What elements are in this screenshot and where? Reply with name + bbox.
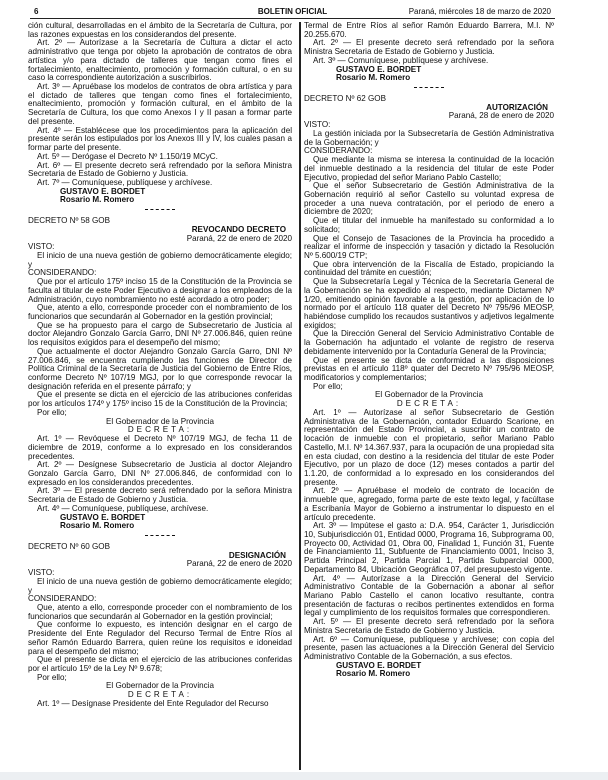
paragraph: Art. 1º — Revóquese el Decreto Nº 107/19 MGJ, de fecha 11 de diciembre de 2019, conforme a lo expresado en los considerandos precedentes. [28,434,292,461]
decree-title: AUTORIZACIÓN [486,102,548,112]
paragraph: CONSIDERANDO: [28,268,97,278]
decree-title: DESIGNACIÓN [228,550,286,560]
signature: GUSTAVO E. BORDET [60,186,146,196]
paragraph: Que el titular del inmueble ha manifestado su conformidad a lo solicitado; [304,216,554,234]
paragraph: Art. 1º — Desígnase Presidente del Ente Regulador del Recurso [37,698,269,708]
paragraph: Por ello; [37,672,67,682]
governor-heading: El Gobernador de la Provincia [375,390,483,400]
decree-title: REVOCANDO DECRETO [191,224,286,234]
left-column [28,22,292,709]
paragraph: VISTO: [28,242,55,252]
paragraph: Que el Consejo de Tasaciones de la Provincia ha procedido a realizar el informe de inspección y tasación y dictado la Resolución Nº 5.600/19 CTP; [304,233,554,260]
governor-heading: El Gobernador de la Provincia [106,681,214,691]
paragraph: Termal de Entre Ríos al señor Ramón Eduardo Barrera, M.I. Nº 20.255.670. [304,21,554,39]
separator [28,531,292,541]
paragraph: Que mediante la misma se interesa la continuidad de la locación del inmueble destinado a la residencia del titular de este Poder Ejecutivo, propiedad del señor Mariano Pablo Castello; [304,155,554,182]
governor-heading: El Gobernador de la Provincia [106,416,214,426]
decree-date: Paraná, 22 de enero de 2020 [186,233,292,243]
signature: Rosario M. Romero [60,521,135,531]
paragraph: Por ello; [37,407,67,417]
paragraph: ción cultural, desarrolladas en el ámbito de la Secretaría de Cultura, por las razones expuestas en los considerandos del presente. [28,21,292,39]
paragraph: El inicio de una nueva gestión de gobierno democráticamente elegido; y [28,250,292,269]
paragraph: Art. 1º — Autorízase al señor Subsecretario de Gestión Administrativa de la Gobernación, contador Eduardo Scarione, en representación del Estado Provincial, a suscribir un contrato de locación de inmueble con el propietario, señor Mariano Pablo Castello, M.I. Nº 14.367.937, para la ocupación de una propiedad sita en esta ciudad, con destino a la residencia del titular de este Poder Ejecutivo, por un plazo de doce (12) meses contados a partir del 1.1.20, de conformidad a lo expresado en los considerandos del presente. [304,407,554,487]
paragraph: Que el presente se dicta en el ejercicio de las atribuciones conferidas por los artículos 174º y 175º inciso 15 de la Constitución de la Provincia; [28,390,292,409]
paragraph: Que por el artículo 175º inciso 15 de la Constitución de la Provincia se faculta al titular de este Poder Ejecutivo a designar a los empleados de la Administración, cuyo nombramiento no esté acordado a otro poder; [28,277,292,304]
paragraph: Art. 6º — El presente decreto será refrendado por la señora Ministra Secretaria de Estado de Gobierno y Justicia. [28,160,292,179]
column-divider [299,22,301,770]
decree-date: Paraná, 28 de enero de 2020 [448,111,554,121]
paragraph: Art. 3º — El presente decreto será refrendado por la señora Ministra Secretaria de Estado de Gobierno y Justicia. [28,486,292,505]
paragraph: Art. 4º — Establécese que los procedimientos para la aplicación del presente serán los estipulados por los Anexos III y IV, los cuales pasan a formar parte del presente. [28,125,292,153]
viewer-bottom-bar [0,772,608,780]
paragraph: Que el presente se dicta en el ejercicio de las atribuciones conferidas por el artículo 15º de la Ley Nº 9.678; [28,655,292,674]
decreta-heading: DECRETA: [396,399,462,409]
paragraph: Que la Subsecretaría Legal y Técnica de la Secretaría General de la Gobernación se ha expedido al respecto, mediante Dictamen Nº 1/20, emitiendo opinión favorable a la gestión, por aplicación de lo normado por el artículo 118 quater del Decreto Nº 795/96 MEOSP, habiéndose cumplido los recaudos sustantivos y adjetivos legalmente exigidos; [304,277,554,330]
signature: GUSTAVO E. BORDET [60,512,146,522]
signature: Rosario M. Romero [336,669,411,679]
page-header [30,5,555,19]
paragraph: Art. 4º — Autorízase a la Dirección General del Servicio Administrativo Contable de la Gobernación a abonar al señor Mariano Pablo Castello el canon locativo resultante, contra presentación de facturas o recibos pertinentes extendidos en forma legal y cumplimiento de los requisitos formales que correspondieren. [304,573,554,618]
paragraph: Que, atento a ello, corresponde proceder con el nombramiento de los funcionarios que secundarán al Gobernador en la gestión provincial; [28,303,292,321]
paragraph: Que obra intervención de la Fiscalía de Estado, propiciando la continuidad del trámite en cuestión; [304,259,554,278]
signature: GUSTAVO E. BORDET [336,660,422,670]
paragraph: La gestión iniciada por la Subsecretaría de Gestión Administrativa de la Gobernación; y [304,128,554,147]
paragraph: CONSIDERANDO: [28,594,97,604]
paragraph: Art. 4º — Comuníquese, publíquese, archívese. [37,503,209,513]
separator [304,83,554,93]
paragraph: Art. 2º — El presente decreto será refrendado por la señora Ministra Secretaria de Estado de Gobierno y Justicia. [304,38,554,57]
paragraph: VISTO: [304,120,331,130]
paragraph: CONSIDERANDO: [304,146,373,156]
paragraph: VISTO: [28,568,55,578]
paragraph: Art. 6º — Comuníquese, publíquese y archívese; con copia del presente, pasen las actuaciones a la Dirección General del Servicio Administrativo Contable de la Gobernación, a sus efectos. [304,634,554,662]
paragraph: Art. 5º — Derógase el Decreto Nº 1.150/19 MCyC. [37,151,218,161]
decree-number: DECRETO Nº 62 GOB [304,94,386,104]
paragraph: Que actualmente el doctor Alejandro Gonzalo García Garro, DNI Nº 27.006.846, se encuentra cumpliendo las funciones de Director de Política Criminal de la Secretaría de Justicia del Gobierno de Entre Ríos, conforme Decreto Nº 107/19 MGJ, por lo que corresponde revocar la designación referida en el presente párrafo; y [28,346,292,391]
paragraph: Art. 3º — Apruébase los modelos de contratos de obra artística y para el dictado de talleres que tengan como fines el fortalecimiento, enaltecimiento, promoción y formación cultural, en el ámbito de la Secretaría de Cultura, los que como Anexos I y II pasan a formar parte del presente. [28,82,292,126]
decreta-heading: DECRETA: [127,425,193,435]
paragraph: Que la Dirección General del Servicio Administrativo Contable de la Gobernación ha adjuntado el volante de registro de reserva debidamente intervenido por la Contaduría General de la Provincia; [304,329,554,356]
paragraph: Art. 2º — Desígnese Subsecretario de Justicia al doctor Alejandro Gonzalo García Garro, DNI Nº 27.006.846, de conformidad con lo expresado en los considerandos precedentes. [28,460,292,487]
paragraph: Que el presente se dicta de conformidad a las disposiciones previstas en el artículo 118º quater del Decreto Nº 795/96 MEOSP, modificatorios y complementarios; [304,355,554,383]
paragraph: Que conforme lo expuesto, es intención designar en el cargo de Presidente del Ente Regulador del Recurso Termal de Entre Ríos al señor Ramón Eduardo Barrera, quien reúne los requisitos e idoneidad para el desempeño del mismo; [28,620,292,656]
paragraph: Art. 2º — Autorízase a la Secretaría de Cultura a dictar el acto administrativo que tenga por objeto la aprobación de contratos de obra artística y/o para dictado de talleres que tengan como fines el fortalecimiento, enaltecimiento, promoción y formación cultural, o en su caso la correspondiente autorización a suscribirlos. [28,38,292,83]
page-number: 6 [34,7,39,16]
signature: Rosario M. Romero [60,195,135,205]
right-column [304,22,554,679]
paragraph: Art. 5º — El presente decreto será refrendado por la señora Ministra Secretaria de Estado de Gobierno y Justicia. [304,617,554,635]
decree-number: DECRETO Nº 60 GOB [28,541,110,551]
paragraph: Que se ha propuesto para el cargo de Subsecretario de Justicia al doctor Alejandro Gonzalo García Garro, DNI Nº 27.006.846, quien reúne los requisitos exigidos para el desempeño del mismo; [28,320,292,348]
paragraph: Art. 7º — Comuníquese, publíquese y archívese. [37,177,213,187]
signature: GUSTAVO E. BORDET [336,64,422,74]
publication-title: BOLETIN OFICIAL [257,7,328,16]
paragraph: Por ello; [313,381,343,391]
signature: Rosario M. Romero [336,73,411,83]
decree-date: Paraná, 22 de enero de 2020 [186,559,292,569]
paragraph: Que, atento a ello, corresponde proceder con el nombramiento de los funcionarios que secundarán al Gobernador en la gestión provincial; [28,603,292,621]
paragraph: Art. 3º — Impútese el gasto a: D.A. 954, Carácter 1, Jurisdicción 10, Subjurisdicción 01, Entidad 0000, Programa 16, Subprograma 00, Proyecto 00, Actividad 01, Obra 00, Finalidad 1, Función 31, Fuente de Financiamiento 11, Subfuente de Financiamiento 0001, Inciso 3, Partida Principal 2, Partida Parcial 1, Partida Subparcial 0000, Departamento 84, Ubicación Geográfica 07, del presupuesto vigente. [304,521,554,574]
paragraph: El inicio de una nueva gestión de gobierno democráticamente elegido; y [28,576,292,595]
publication-date: Paraná, miércoles 18 de marzo de 2020 [408,7,551,16]
paragraph: Art. 3º — Comuníquese, publíquese y archívese. [313,55,489,65]
paragraph: Que el señor Subsecretario de Gestión Administrativa de la Gobernación requirió al señor Castello su voluntad expresa de proceder a una nueva contratación, por el periodo de enero a diciembre de 2020; [304,181,554,217]
decreta-heading: DECRETA: [127,690,193,700]
decree-number: DECRETO Nº 58 GOB [28,216,110,226]
separator [28,205,292,215]
paragraph: Art. 2º — Apruébase el modelo de contrato de locación de inmueble que, agregado, forma parte de este texto legal, y facúltase a Escribanía Mayor de Gobierno a instrumentar lo dispuesto en el artículo precedente. [304,486,554,522]
